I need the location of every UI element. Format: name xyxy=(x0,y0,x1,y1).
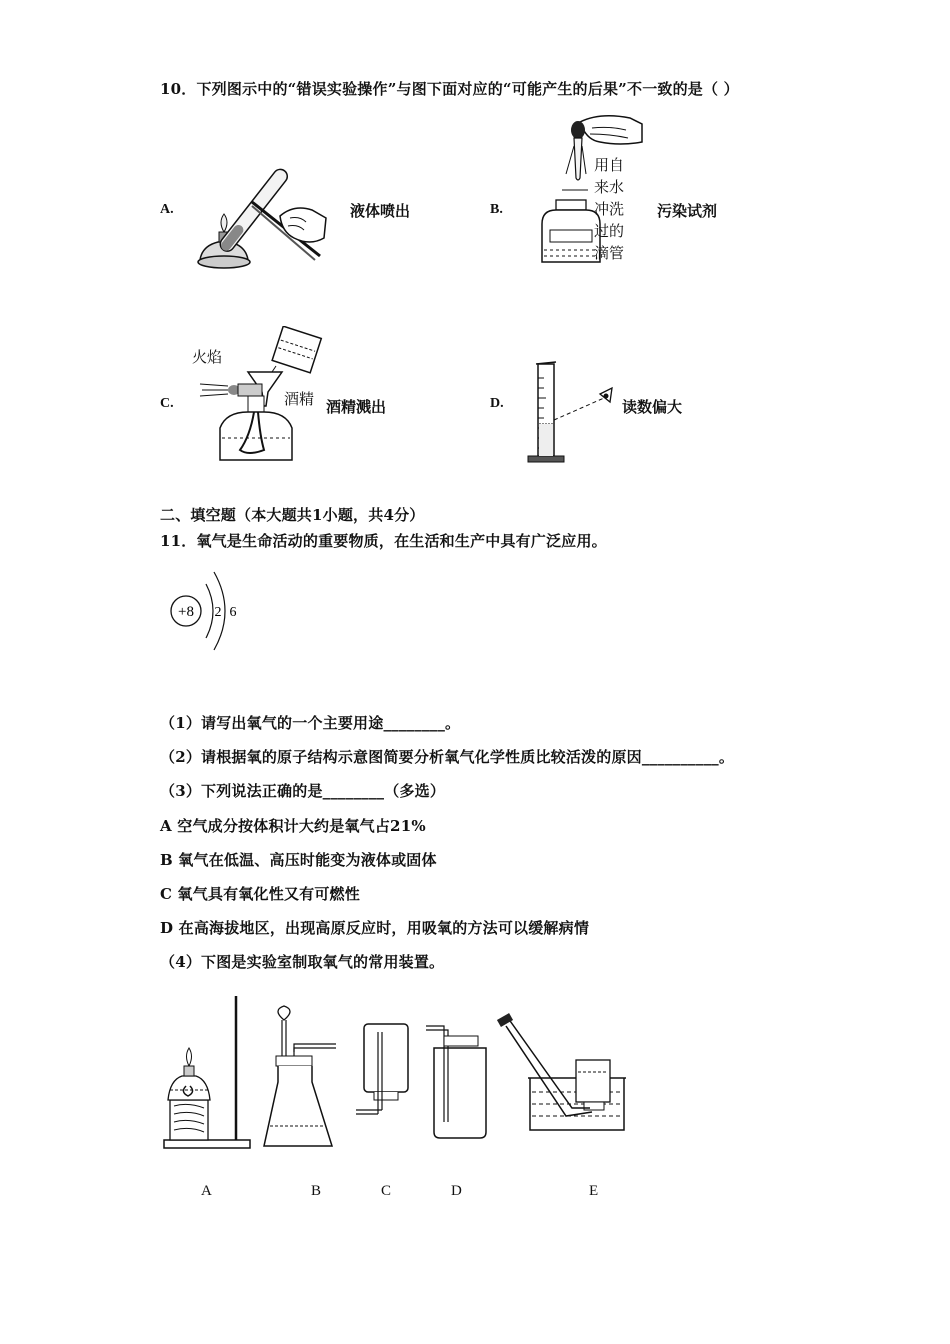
q11-sub1: （1）请写出氧气的一个主要用途________。 xyxy=(160,714,461,732)
shell-2-electrons: 6 xyxy=(229,605,237,620)
q11-choice-b: B 氧气在低温、高压时能变为液体或固体 xyxy=(160,851,437,869)
q11-stem: 11．氧气是生命活动的重要物质，在生活和生产中具有广泛应用。 xyxy=(160,532,607,550)
q10-option-b-consequence: 污染试剂 xyxy=(657,202,718,220)
figure-adding-alcohol-to-lit-lamp xyxy=(188,326,323,466)
q11-sub4: （4）下图是实验室制取氧气的常用装置。 xyxy=(160,953,445,971)
figure-heating-test-tube xyxy=(190,160,330,278)
dropper-label-line4: 过的 xyxy=(594,222,625,240)
flame-label: 火焰 xyxy=(192,348,223,366)
q10-option-b-letter: B. xyxy=(490,202,503,217)
figure-graduated-cylinder-reading xyxy=(524,358,624,468)
apparatus-label-c: C xyxy=(381,1183,392,1199)
q10-option-a-letter: A. xyxy=(160,202,174,217)
figure-oxygen-atom-structure xyxy=(166,568,246,654)
q10-option-a-consequence: 液体喷出 xyxy=(350,202,411,220)
q11-choice-c: C 氧气具有氧化性又有可燃性 xyxy=(160,885,360,903)
dropper-label-line2: 来水 xyxy=(594,178,625,196)
apparatus-label-a: A xyxy=(201,1183,212,1199)
apparatus-label-e: E xyxy=(589,1183,599,1199)
section-2-heading: 二、填空题（本大题共1小题，共4分） xyxy=(160,506,425,524)
apparatus-label-b: B xyxy=(311,1183,322,1199)
alcohol-label: 酒精 xyxy=(284,390,315,408)
figure-oxygen-preparation-apparatus xyxy=(160,992,640,1157)
dropper-label-line5: 滴管 xyxy=(594,244,625,262)
dropper-label-line3: 冲洗 xyxy=(594,200,625,218)
q11-sub2: （2）请根据氧的原子结构示意图简要分析氧气化学性质比较活泼的原因__________。 xyxy=(160,748,735,766)
figure-dropper-reagent-bottle xyxy=(530,112,650,270)
q10-option-d-letter: D. xyxy=(490,396,504,411)
q10-stem: 10．下列图示中的“错误实验操作”与图下面对应的“可能产生的后果”不一致的是（ ） xyxy=(160,80,739,98)
q10-option-c-letter: C. xyxy=(160,396,174,411)
q11-choice-a: A 空气成分按体积计大约是氧气占21% xyxy=(160,817,426,835)
shell-1-electrons: 2 xyxy=(214,605,222,620)
apparatus-label-d: D xyxy=(451,1183,462,1199)
q10-option-c-consequence: 酒精溅出 xyxy=(326,398,387,416)
q11-sub3: （3）下列说法正确的是________（多选） xyxy=(160,782,446,800)
q10-option-d-consequence: 读数偏大 xyxy=(622,398,683,416)
q11-choice-d: D 在高海拔地区，出现高原反应时，用吸氧的方法可以缓解病情 xyxy=(160,919,590,937)
dropper-label-line1: 用自 xyxy=(594,156,625,174)
nucleus-charge: +8 xyxy=(178,604,194,620)
